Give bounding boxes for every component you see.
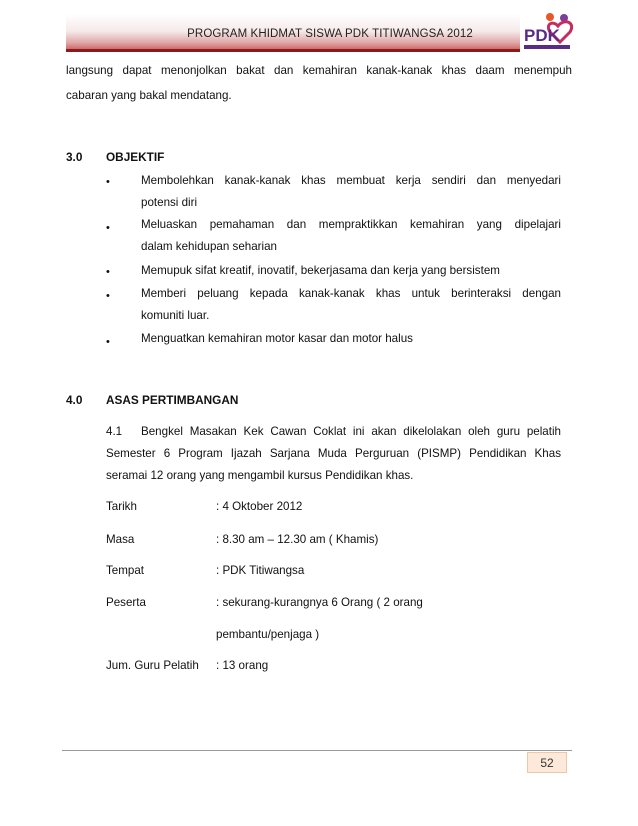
detail-label-tempat: Tempat [106,564,145,577]
header-title: PROGRAM KHIDMAT SISWA PDK TITIWANGSA 2012 [187,28,473,40]
bullet-icon: • [106,336,110,348]
objective-4-line-2: komuniti luar. [141,309,210,322]
intro-line-2: cabaran yang bakal mendatang. [66,89,232,102]
objective-1-line-1: Membolehkan kanak-kanak khas membuat kerja sendiri dan menyedari [141,174,561,187]
subsection-4-1-line-3: seramai 12 orang yang mengambil kursus Pendidikan khas. [106,469,414,482]
objective-5-line-1: Menguatkan kemahiran motor kasar dan motor halus [141,332,413,345]
subsection-4-1-line-2: Semester 6 Program Ijazah Sarjana Muda Perguruan (PISMP) Pendidikan Khas [106,447,561,460]
detail-value-tarikh: : 4 Oktober 2012 [216,500,303,513]
section-4-number: 4.0 [66,393,83,407]
section-3-title: OBJEKTIF [106,150,165,164]
detail-value-guru-pelatih: : 13 orang [216,659,269,672]
detail-value-peserta: : sekurang-kurangnya 6 Orang ( 2 orang [216,596,423,609]
page-number: 52 [527,752,567,773]
detail-label-tarikh: Tarikh [106,500,137,513]
objective-3-line-1: Memupuk sifat kreatif, inovatif, bekerjasama dan kerja yang bersistem [141,264,500,277]
detail-label-peserta: Peserta [106,596,146,609]
detail-label-masa: Masa [106,533,135,546]
header-rule [66,49,572,52]
bullet-icon: • [106,176,110,188]
footer-rule [62,750,572,751]
bullet-icon: • [106,290,110,302]
objective-2-line-1: Meluaskan pemahaman dan mempraktikkan kemahiran yang dipelajari [141,218,561,231]
section-4-title: ASAS PERTIMBANGAN [106,393,239,407]
bullet-icon: • [106,222,110,234]
logo-text: PDK [524,26,560,45]
subsection-4-1-number: 4.1 [106,425,123,438]
objective-1-line-2: potensi diri [141,196,198,209]
detail-value-masa: : 8.30 am – 12.30 am ( Khamis) [216,533,379,546]
bullet-icon: • [106,266,110,278]
section-3-number: 3.0 [66,150,83,164]
objective-4-line-1: Memberi peluang kepada kanak-kanak khas untuk berinteraksi dengan [141,287,561,300]
detail-label-guru-pelatih: Jum. Guru Pelatih [106,659,199,672]
subsection-4-1-line-1: Bengkel Masakan Kek Cawan Coklat ini akan dikelolakan oleh guru pelatih [141,425,561,438]
pdk-logo-icon [520,10,578,52]
detail-value-peserta-cont: pembantu/penjaga ) [216,628,320,641]
detail-value-tempat: : PDK Titiwangsa [216,564,305,577]
objective-2-line-2: dalam kehidupan seharian [141,240,278,253]
intro-line-1: langsung dapat menonjolkan bakat dan kemahiran kanak-kanak khas daam menempuh [66,64,572,77]
